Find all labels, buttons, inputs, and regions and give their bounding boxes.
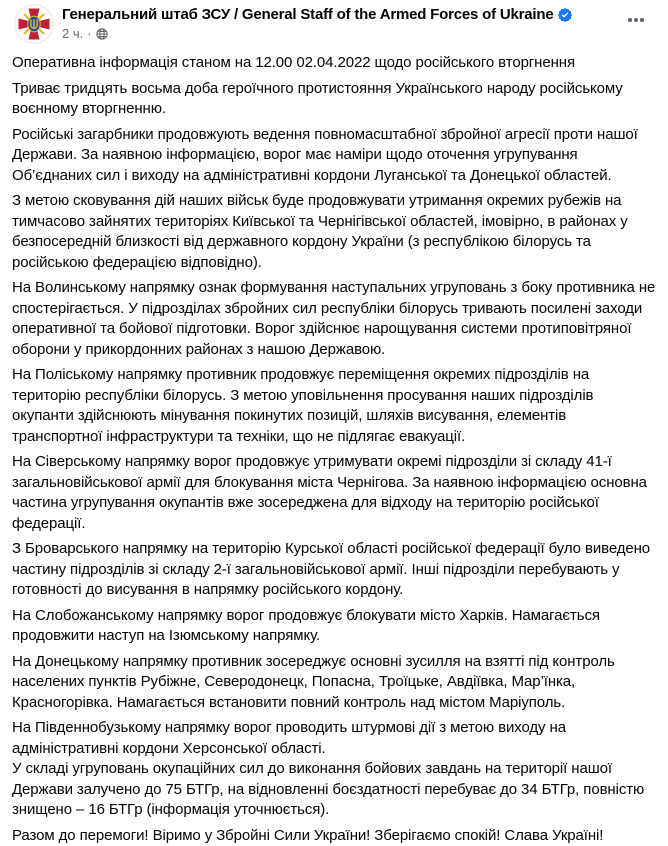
page-name-link[interactable]: Генеральний штаб ЗСУ / General Staff of the Armed Forces of Ukraine	[62, 5, 553, 24]
post-paragraph: На Південнобузькому напрямку ворог проводить штурмові дії з метою виходу на адміністративні кордони Херсонської області.	[12, 718, 656, 759]
post-paragraph: На Сіверському напрямку ворог продовжує утримувати окремі підрозділи зі складу 41-ї загальновійськової армії для блокування міста Чернігова. За наявною інформацією основна частина угрупування окупантів вже зосереджена для відходу на територію російської федерації.	[12, 452, 656, 534]
post-paragraph: Оперативна інформація станом на 12.00 02.04.2022 щодо російського вторгнення	[12, 53, 656, 74]
header-info	[62, 4, 572, 41]
post-paragraph: Триває тридцять восьма доба героїчного протистояння Українського народу російському воєнному вторгненню.	[12, 79, 656, 120]
post-timestamp[interactable]: 2 ч.	[62, 27, 83, 41]
timestamp-row	[62, 27, 572, 41]
post-paragraph: Разом до перемоги! Віримо у Збройні Сили України! Зберігаємо спокій! Слава Україні!	[12, 826, 656, 846]
post-text	[0, 46, 668, 846]
verified-badge-icon	[558, 8, 572, 22]
globe-icon	[96, 28, 108, 40]
page-avatar-emblem-icon[interactable]	[14, 4, 54, 44]
post-paragraph: З Броварського напрямку на територію Курської області російської федерації було виведено частину підрозділів зі складу 2-ї загальновійськової армії. Інші підрозділи перебувають у готовності до висування в напрямку російського кордону.	[12, 539, 656, 601]
page-name-row	[62, 5, 572, 24]
post-paragraph: Російські загарбники продовжують ведення повномасштабної збройної агресії проти нашої Держави. За наявною інформацією, ворог має наміри щодо оточення угрупування Об’єднаних сил і виходу на адміністративні кордони Луганської та Донецької областей.	[12, 125, 656, 187]
post-header	[0, 0, 668, 46]
post-paragraph: На Волинському напрямку ознак формування наступальних угруповань з боку противника не спостерігається. У підрозділах збройних сил республіки білорусь тривають посилені заходи оперативної та бойової підготовки. Ворог здійснює нарощування системи протиповітряної оборони у прикордонних районах з нашою Державою.	[12, 278, 656, 360]
post-paragraph: На Донецькому напрямку противник зосереджує основні зусилля на взятті під контроль населених пунктів Рубіжне, Северодонецк, Попасна, Троїцьке, Авдіївка, Мар’їнка, Красногорівка. Намагається встановити повний контроль над містом Маріуполь.	[12, 652, 656, 714]
post-paragraph: З метою сковування дій наших військ буде продовжувати утримання окремих рубежів на тимчасово зайнятих територіях Київської та Чернігівської областей, імовірно, в районах у безпосередній близкості від державного кордону України (з республікою білорусь та російською федерацією відповідно).	[12, 191, 656, 273]
post-paragraph: У складі угруповань окупаційних сил до виконання бойових завдань на території нашої Держави залучено до 75 БТГр, на відновленні боєздатності перебуває до 34 БТГр, повністю знищено – 16 БТГр (інформація уточнюється).	[12, 759, 656, 821]
timestamp-separator: ·	[87, 27, 91, 41]
post-paragraph: На Слобожанському напрямку ворог продовжує блокувати місто Харків. Намагається продовжити наступ на Ізюмському напрямку.	[12, 606, 656, 647]
post-paragraph: На Поліському напрямку противник продовжує переміщення окремих підрозділів на територію республіки білорусь. З метою уповільнення просування наших підрозділів окупанти здійснюють мінування покинутих позицій, шляхів висування, елементів транспортної інфраструктури та техніки, що не підлягає евакуації.	[12, 365, 656, 447]
post-options-button[interactable]	[622, 8, 650, 32]
ellipsis-icon	[628, 18, 632, 22]
